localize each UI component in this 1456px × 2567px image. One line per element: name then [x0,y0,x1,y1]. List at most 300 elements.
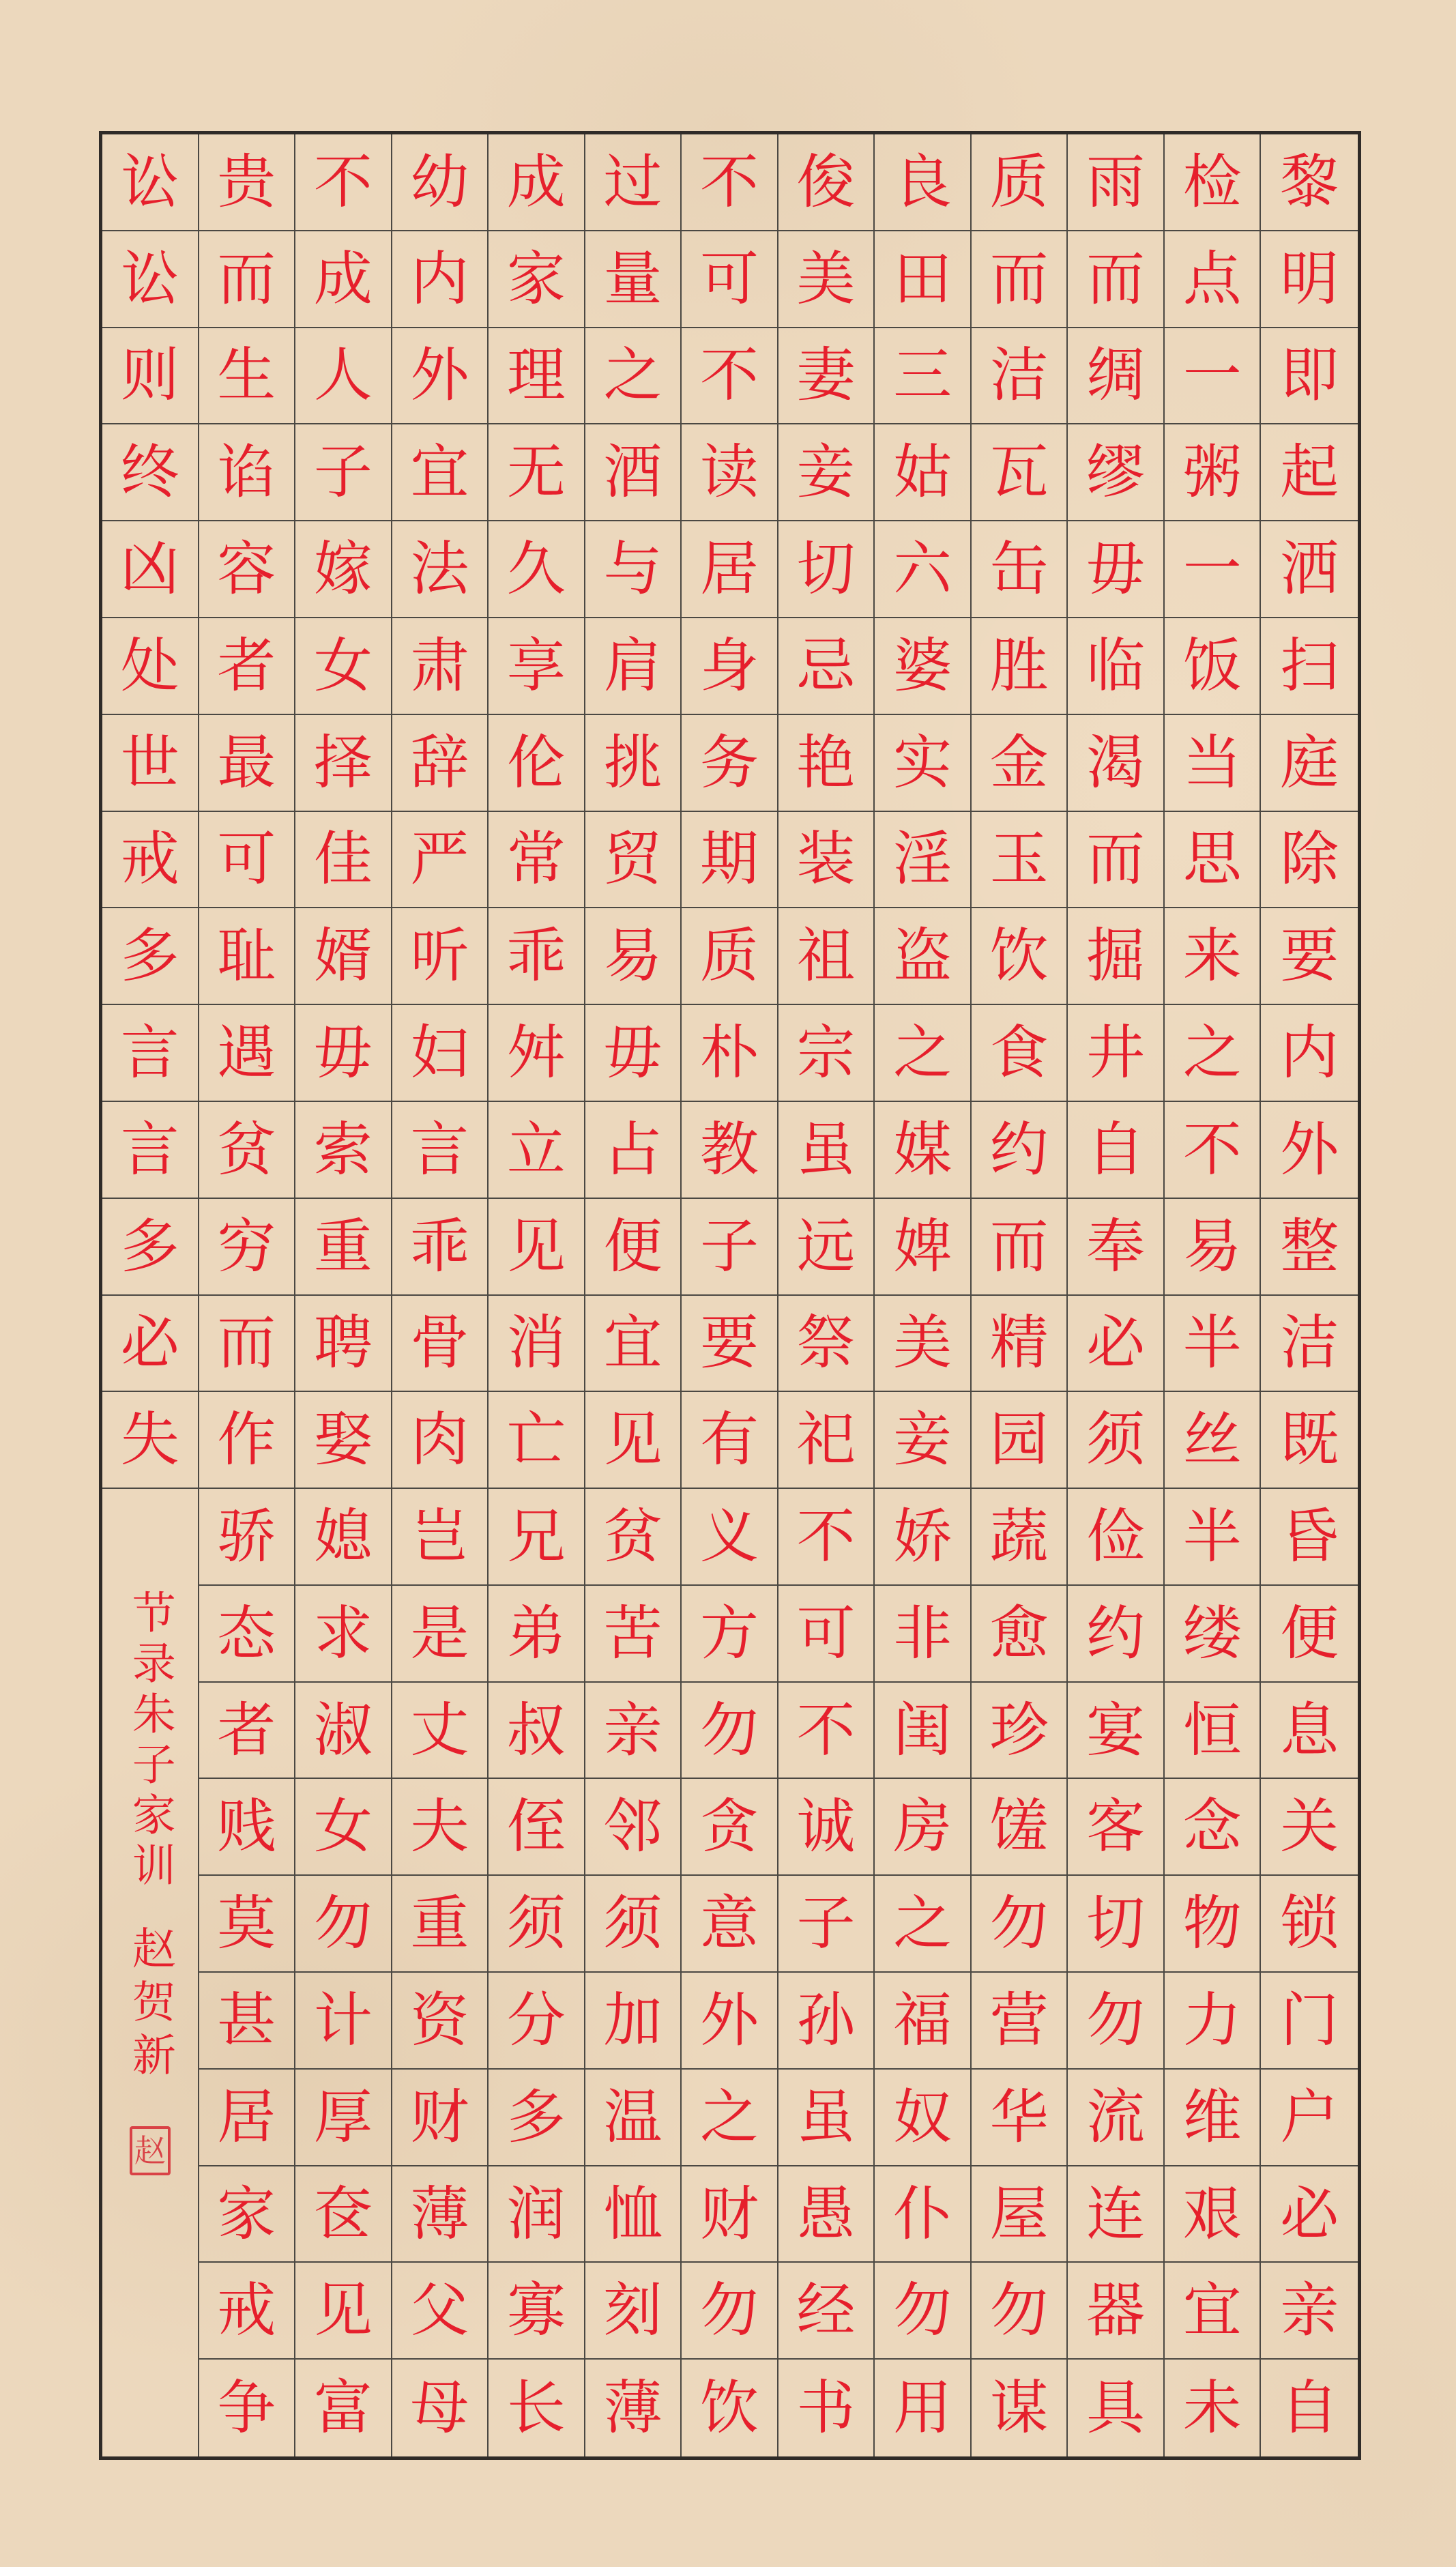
calligraphy-character: 意 [699,1889,759,1958]
calligraphy-character: 易 [1182,1212,1242,1281]
calligraphy-character: 饮 [699,2374,759,2443]
grid-cell [585,134,682,231]
grid-cell [199,1102,296,1199]
calligraphy-character: 雨 [1086,147,1146,216]
calligraphy-character: 思 [1182,825,1242,894]
grid-cell [682,618,778,715]
calligraphy-character: 肉 [410,1406,469,1475]
calligraphy-character: 丝 [1182,1406,1242,1475]
grid-cell [682,134,778,231]
grid-cell [778,1489,875,1586]
calligraphy-character: 三 [893,341,952,410]
grid-cell [1165,2263,1262,2360]
grid-cell [489,1005,585,1102]
calligraphy-character: 穷 [217,1212,276,1281]
calligraphy-character: 用 [893,2374,952,2443]
calligraphy-character: 子 [313,438,373,507]
grid-cell [489,908,585,1005]
grid-cell [875,1296,972,1393]
grid-cell [682,2070,778,2166]
calligraphy-character: 可 [796,1599,856,1668]
calligraphy-character: 媒 [893,1115,952,1184]
calligraphy-character: 园 [989,1406,1049,1475]
grid-cell [1261,618,1358,715]
grid-cell [778,1296,875,1393]
calligraphy-character: 田 [893,244,952,313]
grid-cell [295,134,392,231]
calligraphy-character: 贸 [603,825,663,894]
grid-cell [295,424,392,521]
calligraphy-character: 忌 [796,631,856,700]
calligraphy-character: 宜 [1182,2276,1242,2345]
grid-cell [1165,1779,1262,1876]
grid-cell [682,424,778,521]
calligraphy-character: 勿 [699,2276,759,2345]
grid-cell [585,2263,682,2360]
calligraphy-character: 仆 [893,2179,952,2248]
calligraphy-character: 耻 [217,922,276,991]
calligraphy-character: 教 [699,1115,759,1184]
calligraphy-character: 有 [699,1406,759,1475]
grid-cell [392,1973,489,2070]
calligraphy-character: 不 [796,1696,856,1765]
calligraphy-character: 幼 [410,147,469,216]
grid-cell [1261,1199,1358,1296]
grid-cell [199,134,296,231]
calligraphy-character: 贫 [217,1115,276,1184]
grid-cell [489,134,585,231]
calligraphy-character: 索 [313,1115,373,1184]
grid-cell [972,231,1068,328]
grid-cell [489,2166,585,2263]
grid-cell [778,1876,875,1973]
grid-cell [778,1392,875,1489]
artist-signature: 赵贺新 [124,1926,175,2086]
grid-cell [295,715,392,812]
grid-cell [972,2263,1068,2360]
calligraphy-character: 不 [1182,1115,1242,1184]
calligraphy-character: 艰 [1182,2179,1242,2248]
calligraphy-character: 黎 [1280,147,1339,216]
grid-cell [1068,1102,1165,1199]
grid-cell [1165,1296,1262,1393]
calligraphy-character: 妻 [796,341,856,410]
calligraphy-character: 必 [1086,1309,1146,1378]
calligraphy-character: 约 [1086,1599,1146,1668]
calligraphy-character: 岂 [410,1502,469,1571]
calligraphy-character: 是 [410,1599,469,1668]
grid-cell [682,1199,778,1296]
grid-cell [875,618,972,715]
grid-cell [102,521,199,618]
grid-cell [199,328,296,425]
calligraphy-character: 丈 [410,1696,469,1765]
calligraphy-character: 洁 [1280,1309,1339,1378]
grid-cell [778,231,875,328]
calligraphy-character: 最 [217,728,276,797]
calligraphy-character: 户 [1280,2083,1339,2151]
grid-cell [682,1296,778,1393]
calligraphy-character: 洒 [1280,535,1339,604]
grid-cell [972,2070,1068,2166]
grid-cell [1261,1973,1358,2070]
grid-cell [1261,812,1358,909]
calligraphy-character: 常 [506,825,566,894]
calligraphy-character: 资 [410,1986,469,2055]
grid-cell [1165,1973,1262,2070]
grid-cell [1261,2360,1358,2456]
grid-cell [778,618,875,715]
grid-cell [682,1973,778,2070]
calligraphy-character: 读 [699,438,759,507]
calligraphy-character: 女 [313,631,373,700]
calligraphy-character: 内 [410,244,469,313]
calligraphy-character: 贪 [699,1793,759,1861]
calligraphy-character: 缶 [989,535,1049,604]
grid-cell [875,1199,972,1296]
grid-cell [392,1296,489,1393]
grid-cell [585,231,682,328]
grid-cell [778,1005,875,1102]
grid-cell [585,1005,682,1102]
grid-cell [778,2360,875,2456]
grid-cell [585,328,682,425]
grid-cell [102,1005,199,1102]
calligraphy-character: 家 [506,244,566,313]
grid-cell [392,812,489,909]
grid-cell [489,1779,585,1876]
calligraphy-character: 女 [313,1793,373,1861]
grid-cell [1068,231,1165,328]
grid-cell [489,1876,585,1973]
grid-cell [295,2263,392,2360]
calligraphy-character: 必 [1280,2179,1339,2248]
grid-cell [489,328,585,425]
calligraphy-character: 立 [506,1115,566,1184]
grid-cell [682,2263,778,2360]
calligraphy-character: 外 [699,1986,759,2055]
grid-cell [295,1779,392,1876]
calligraphy-character: 蔬 [989,1502,1049,1571]
grid-cell [199,424,296,521]
calligraphy-character: 俭 [1086,1502,1146,1571]
calligraphy-character: 内 [1280,1019,1339,1088]
calligraphy-character: 作 [217,1406,276,1475]
calligraphy-character: 洁 [989,341,1049,410]
grid-cell [778,2070,875,2166]
grid-cell [1261,1102,1358,1199]
calligraphy-character: 虽 [796,1115,856,1184]
grid-cell [392,2070,489,2166]
calligraphy-character: 妇 [410,1019,469,1088]
grid-cell [1261,908,1358,1005]
calligraphy-character: 润 [506,2179,566,2248]
calligraphy-character: 温 [603,2083,663,2151]
calligraphy-character: 房 [893,1793,952,1861]
grid-cell [1261,2166,1358,2263]
calligraphy-character: 态 [217,1599,276,1668]
calligraphy-character: 瓦 [989,438,1049,507]
calligraphy-character: 玉 [989,825,1049,894]
grid-cell [1068,1005,1165,1102]
calligraphy-character: 妾 [796,438,856,507]
calligraphy-character: 祭 [796,1309,856,1378]
grid-cell [102,1199,199,1296]
grid-cell [972,424,1068,521]
grid-cell [295,521,392,618]
grid-cell [1261,1005,1358,1102]
calligraphy-character: 生 [217,341,276,410]
calligraphy-character: 毋 [313,1019,373,1088]
calligraphy-character: 祖 [796,922,856,991]
grid-cell [295,328,392,425]
calligraphy-character: 缪 [1086,438,1146,507]
grid-cell [199,2263,296,2360]
grid-cell [199,715,296,812]
calligraphy-character: 客 [1086,1793,1146,1861]
grid-cell [1068,1779,1165,1876]
grid-cell [682,1779,778,1876]
calligraphy-character: 戒 [217,2276,276,2345]
calligraphy-character: 成 [313,244,373,313]
grid-cell [875,328,972,425]
grid-cell [875,1005,972,1102]
grid-cell [1261,231,1358,328]
calligraphy-character: 父 [410,2276,469,2345]
calligraphy-character: 关 [1280,1793,1339,1861]
calligraphy-character: 言 [120,1115,179,1184]
calligraphy-character: 半 [1182,1309,1242,1378]
calligraphy-character: 恒 [1182,1696,1242,1765]
grid-cell [102,328,199,425]
grid-cell [778,812,875,909]
calligraphy-character: 姑 [893,438,952,507]
calligraphy-character: 流 [1086,2083,1146,2151]
calligraphy-character: 自 [1280,2374,1339,2443]
grid-cell [972,328,1068,425]
grid-cell [392,1392,489,1489]
grid-cell [585,812,682,909]
grid-cell [489,1973,585,2070]
grid-cell [778,715,875,812]
calligraphy-character: 勿 [989,2276,1049,2345]
calligraphy-character: 之 [603,341,663,410]
calligraphy-character: 身 [699,631,759,700]
calligraphy-character: 亲 [603,1696,663,1765]
grid-cell [392,715,489,812]
grid-cell [392,424,489,521]
inscription-panel [102,1489,199,2456]
grid-cell [392,2263,489,2360]
grid-cell [1165,618,1262,715]
grid-cell [1261,1876,1358,1973]
calligraphy-character: 婿 [313,922,373,991]
grid-cell [682,2166,778,2263]
calligraphy-character: 厚 [313,2083,373,2151]
grid-cell [1165,715,1262,812]
grid-cell [585,715,682,812]
grid-cell [1165,1392,1262,1489]
grid-cell [1068,1199,1165,1296]
calligraphy-character: 庭 [1280,728,1339,797]
grid-cell [972,812,1068,909]
grid-cell [972,1392,1068,1489]
grid-cell [778,424,875,521]
calligraphy-character: 渴 [1086,728,1146,797]
grid-cell [295,1973,392,2070]
grid-cell [778,1779,875,1876]
grid-cell [972,1876,1068,1973]
calligraphy-character: 而 [217,1309,276,1378]
calligraphy-character: 处 [120,631,179,700]
calligraphy-character: 毋 [603,1019,663,1088]
grid-cell [972,1102,1068,1199]
grid-cell [295,1586,392,1683]
grid-cell [392,328,489,425]
grid-cell [489,618,585,715]
calligraphy-character: 切 [1086,1889,1146,1958]
calligraphy-character: 亡 [506,1406,566,1475]
grid-cell [875,1683,972,1780]
calligraphy-character: 乖 [410,1212,469,1281]
calligraphy-character: 财 [699,2179,759,2248]
calligraphy-character: 一 [1182,535,1242,604]
calligraphy-character: 宜 [603,1309,663,1378]
calligraphy-character: 朴 [699,1019,759,1088]
calligraphy-character: 而 [1086,244,1146,313]
calligraphy-character: 过 [603,147,663,216]
grid-cell [199,908,296,1005]
grid-cell [392,1876,489,1973]
grid-cell [1165,231,1262,328]
grid-cell [778,2166,875,2263]
calligraphy-character: 无 [506,438,566,507]
calligraphy-character: 馐 [989,1793,1049,1861]
calligraphy-character: 母 [410,2374,469,2443]
calligraphy-character: 昏 [1280,1502,1339,1571]
grid-cell [1165,134,1262,231]
calligraphy-character: 戒 [120,825,179,894]
grid-cell [489,1296,585,1393]
calligraphy-character: 妾 [893,1406,952,1475]
grid-cell [1068,2263,1165,2360]
grid-cell [489,2070,585,2166]
grid-cell [102,1296,199,1393]
calligraphy-character: 薄 [410,2179,469,2248]
calligraphy-character: 而 [1086,825,1146,894]
grid-cell [875,1876,972,1973]
calligraphy-character: 精 [989,1309,1049,1378]
calligraphy-character: 骄 [217,1502,276,1571]
grid-cell [682,1586,778,1683]
grid-cell [489,1102,585,1199]
calligraphy-character: 之 [1182,1019,1242,1088]
grid-cell [778,1683,875,1780]
calligraphy-character: 愈 [989,1599,1049,1668]
grid-cell [875,908,972,1005]
calligraphy-character: 财 [410,2083,469,2151]
calligraphy-character: 外 [410,341,469,410]
calligraphy-character: 念 [1182,1793,1242,1861]
calligraphy-character: 肃 [410,631,469,700]
calligraphy-character: 讼 [120,147,179,216]
calligraphy-character: 金 [989,728,1049,797]
grid-cell [1165,2166,1262,2263]
calligraphy-character: 须 [603,1889,663,1958]
calligraphy-character: 消 [506,1309,566,1378]
calligraphy-character: 多 [120,1212,179,1281]
calligraphy-character: 屋 [989,2179,1049,2248]
grid-cell [875,231,972,328]
grid-cell [778,1199,875,1296]
grid-cell [585,2166,682,2263]
grid-cell [875,424,972,521]
grid-cell [199,1005,296,1102]
calligraphy-character: 媳 [313,1502,373,1571]
grid-cell [489,1392,585,1489]
calligraphy-character: 兄 [506,1502,566,1571]
grid-cell [1068,1296,1165,1393]
grid-cell [489,231,585,328]
grid-cell [585,1296,682,1393]
calligraphy-character: 子 [699,1212,759,1281]
grid-cell [295,1102,392,1199]
grid-cell [295,1005,392,1102]
grid-cell [585,424,682,521]
grid-cell [972,134,1068,231]
calligraphy-character: 可 [217,825,276,894]
grid-cell [682,908,778,1005]
calligraphy-character: 加 [603,1986,663,2055]
grid-cell [1261,424,1358,521]
grid-cell [392,521,489,618]
grid-cell [392,618,489,715]
grid-cell [1068,1489,1165,1586]
calligraphy-character: 言 [120,1019,179,1088]
calligraphy-character: 重 [313,1212,373,1281]
grid-cell [295,1392,392,1489]
calligraphy-character: 非 [893,1599,952,1668]
calligraphy-character: 刻 [603,2276,663,2345]
grid-cell [199,1683,296,1780]
character-grid [99,131,1361,2460]
grid-cell [199,1392,296,1489]
grid-cell [1261,2070,1358,2166]
calligraphy-character: 骨 [410,1309,469,1378]
calligraphy-character: 而 [217,244,276,313]
calligraphy-character: 虽 [796,2083,856,2151]
calligraphy-character: 家 [217,2179,276,2248]
grid-cell [199,521,296,618]
grid-cell [199,2166,296,2263]
calligraphy-character: 薄 [603,2374,663,2443]
calligraphy-character: 明 [1280,244,1339,313]
calligraphy-character: 物 [1182,1889,1242,1958]
grid-cell [295,2360,392,2456]
calligraphy-character: 缕 [1182,1599,1242,1668]
grid-cell [1165,1876,1262,1973]
grid-cell [102,812,199,909]
grid-cell [875,812,972,909]
grid-cell [392,1102,489,1199]
calligraphy-character: 自 [1086,1115,1146,1184]
grid-cell [972,2360,1068,2456]
grid-cell [778,1973,875,2070]
grid-cell [1068,2360,1165,2456]
grid-cell [1068,134,1165,231]
calligraphy-character: 绸 [1086,341,1146,410]
calligraphy-character: 宜 [410,438,469,507]
